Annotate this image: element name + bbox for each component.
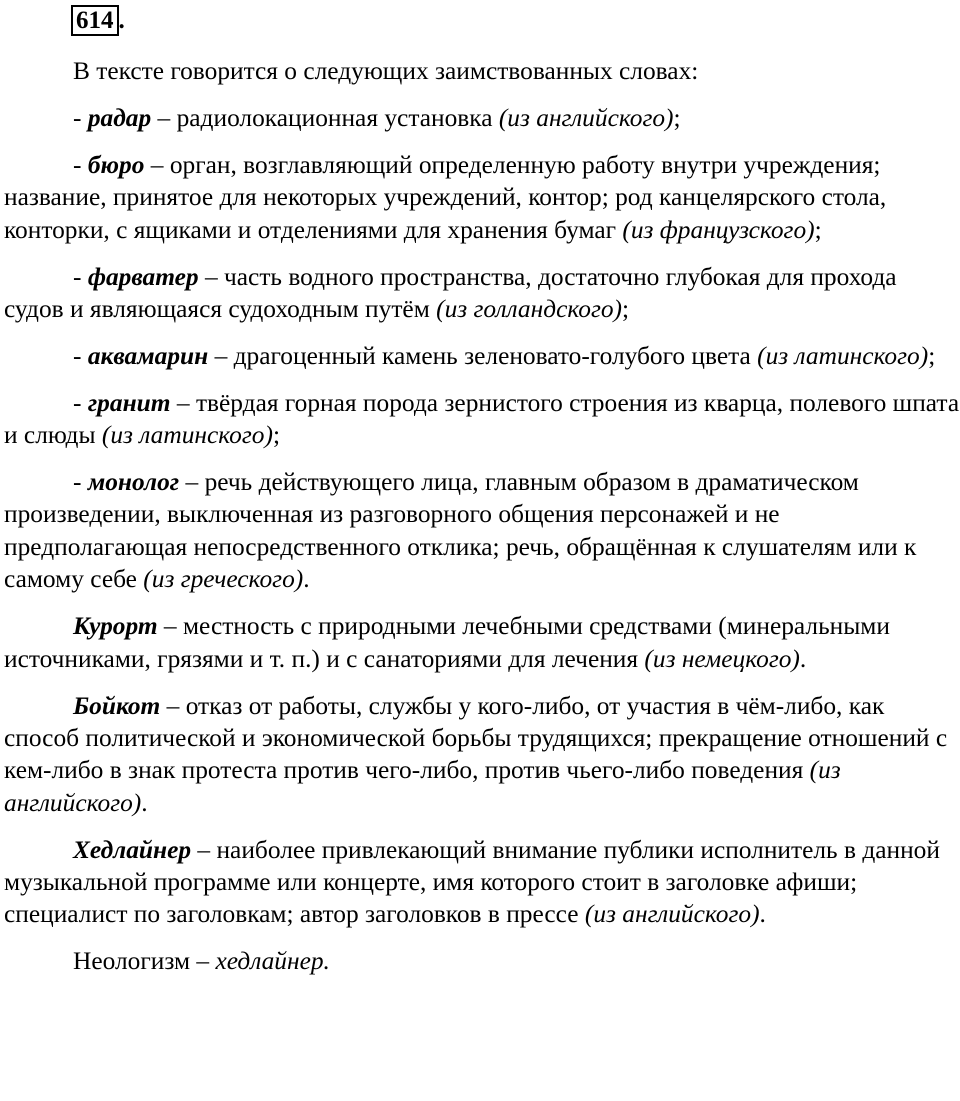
entry-term: Хедлайнер [73, 835, 192, 864]
entry-origin: (из английского) [4, 756, 841, 817]
exercise-number [71, 5, 125, 36]
entry-boykot [4, 690, 960, 820]
entry-end: ; [622, 294, 630, 323]
conclusion-label: Неологизм – [73, 947, 216, 976]
exercise-text [4, 55, 960, 992]
entry-definition: – радиолокационная установка [151, 103, 499, 132]
entry-origin: (из английского) [498, 103, 674, 132]
entry-term: фарватер [87, 262, 199, 291]
entry-origin: (из английского) [584, 900, 760, 929]
entry-end: ; [814, 215, 822, 244]
entry-prefix: - [73, 103, 88, 132]
entry-prefix: - [73, 388, 88, 417]
entry-radar [4, 102, 960, 134]
entry-end: . [799, 644, 807, 673]
entry-prefix: - [73, 262, 88, 291]
entry-origin: (из латинского) [101, 421, 273, 450]
entry-definition: – драгоценный камень зеленовато-голубого цвета [208, 341, 758, 370]
exercise-number-dot: . [118, 7, 125, 34]
entry-prefix: - [73, 150, 88, 179]
entry-origin: (из немецкого) [644, 644, 800, 673]
exercise-number-box: 614 [71, 5, 119, 36]
entry-term: радар [87, 103, 152, 132]
entry-definition: – наиболее привлекающий внимание публики исполнитель в данной музыкальной программе или концерте, имя которого стоит в заголовке афиши; специалист по заголовкам; автор заголовков в прессе [4, 835, 940, 929]
entry-term: Бойкот [73, 691, 161, 720]
entry-akvamarin [4, 340, 960, 372]
entry-end: ; [272, 421, 280, 450]
entry-end: . [141, 788, 148, 817]
entry-end: . [303, 565, 310, 594]
entry-granit [4, 387, 960, 452]
entry-term: аквамарин [87, 341, 209, 370]
entry-definition: – часть водного пространства, достаточно глубокая для прохода судов и являющаяся судоходным путём [4, 262, 897, 323]
entry-definition: – отказ от работы, службы у кого-либо, от участия в чём-либо, как способ политической и экономической борьбы трудящихся; прекращение отношений с кем-либо в знак протеста против чего-либо, против чьего-либо поведения [4, 691, 948, 785]
entry-term: бюро [87, 150, 145, 179]
entry-definition: – местность с природными лечебными средствами (минеральными источниками, грязями и т. п.) и с санаториями для лечения [4, 612, 890, 673]
entry-monolog [4, 466, 960, 596]
entry-origin: (из греческого) [143, 565, 304, 594]
entry-prefix: - [73, 341, 88, 370]
entry-origin: (из французского) [622, 215, 815, 244]
entry-term: Курорт [73, 612, 158, 641]
entry-definition: – орган, возглавляющий определенную работу внутри учреждения; название, принятое для некоторых учреждений, контор; род канцелярского стола, конторки, с ящиками и отделениями для хранения бумаг [4, 150, 887, 244]
conclusion-word: хедлайнер. [215, 947, 330, 976]
entry-byuro [4, 149, 960, 246]
entry-end: . [759, 900, 766, 929]
entry-origin: (из голландского) [436, 294, 623, 323]
intro-paragraph: В тексте говорится о следующих заимствованных словах: [73, 57, 699, 85]
entry-term: гранит [87, 388, 171, 417]
entry-term: монолог [87, 468, 180, 497]
entry-end: ; [928, 341, 936, 370]
entry-definition: – речь действующего лица, главным образом в драматическом произведении, выключенная из разговорного общения персонажей и не предполагающая непосредственного отклика; речь, обращённая к слушателям или к самому себе [4, 468, 917, 594]
entry-kurort [4, 610, 960, 675]
entry-origin: (из латинского) [757, 341, 929, 370]
conclusion-paragraph [4, 945, 960, 977]
entry-end: ; [673, 103, 681, 132]
entry-definition: – твёрдая горная порода зернистого строения из кварца, полевого шпата и слюды [4, 388, 960, 450]
entry-farvater [4, 261, 960, 326]
entry-prefix: - [73, 468, 88, 497]
entry-hedlayner [4, 834, 960, 931]
